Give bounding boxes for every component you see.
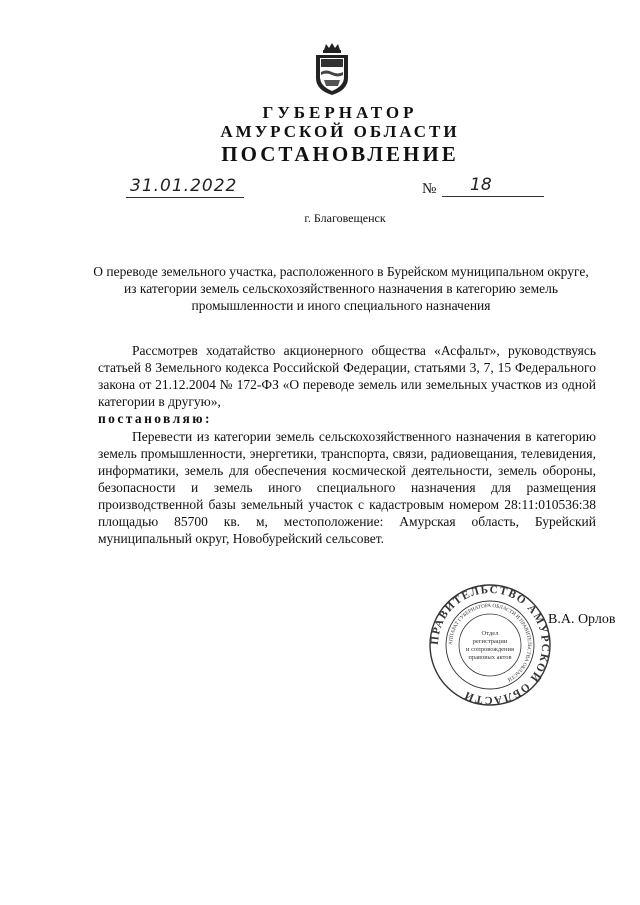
- seal-center-line-1: Отдел: [481, 630, 499, 637]
- doc-type-title: ПОСТАНОВЛЕНИЕ: [221, 142, 459, 166]
- seal-center-line-3: и сопровождения: [466, 646, 514, 653]
- document-title: О переводе земельного участка, расположенного в Бурейском муниципальном округе, из категории земель сельскохозяйственного назначения в категорию земель промышленности и иного специального назначения: [93, 264, 589, 313]
- seal-outer-text: ПРАВИТЕЛЬСТВО АМУРСКОЙ ОБЛАСТИ: [428, 583, 552, 707]
- resolution-text: Перевести из категории земель сельскохозяйственного назначения в категорию земель промышленности, энергетики, транспорта, связи, радиовещания, телевидения, информатики, земель для обеспечения космической деятельности, земель обороны, безопасности и земель иного специального назначения для размещения производственной базы земельный участок с кадастровым номером 28:11:010536:38 площадью 85700 кв. м, местоположение: Амурская область, Бурейский муниципальный округ, Новобурейский сельсовет.: [98, 429, 596, 546]
- seal-center-line-2: регистрации: [472, 638, 508, 645]
- header-governor: ГУБЕРНАТОР: [262, 103, 418, 122]
- header-region: АМУРСКОЙ ОБЛАСТИ: [220, 122, 460, 141]
- city: г. Благовещенск: [304, 211, 386, 225]
- preamble-text: Рассмотрев ходатайство акционерного общества «Асфальт», руководствуясь статьей 8 Земельного кодекса Российской Федерации, статьями 3, 7, 15 Федерального закона от 21.12.2004 № 172-ФЗ «О переводе земель или земельных участков из одной категории в другую»,: [98, 343, 596, 409]
- handwritten-date: 31.01.2022: [130, 176, 238, 196]
- date-underline: [126, 197, 244, 198]
- seal-inner-text: АППАРАТ ГУБЕРНАТОРА ОБЛАСТИ И ПРАВИТЕЛЬСТВА ОБЛАСТИ: [447, 602, 533, 683]
- resolution-word: постановляю:: [98, 411, 212, 426]
- paragraph-resolution: [98, 428, 596, 547]
- signatory-name: В.А. Орлов: [548, 612, 616, 627]
- handwritten-number: 18: [470, 175, 492, 195]
- paragraph-preamble: [98, 342, 596, 410]
- number-underline: [442, 196, 544, 197]
- coat-of-arms-icon: [312, 42, 352, 96]
- seal-center-line-4: правовых актов: [468, 654, 512, 661]
- official-seal: [428, 583, 552, 707]
- number-label: №: [422, 181, 437, 197]
